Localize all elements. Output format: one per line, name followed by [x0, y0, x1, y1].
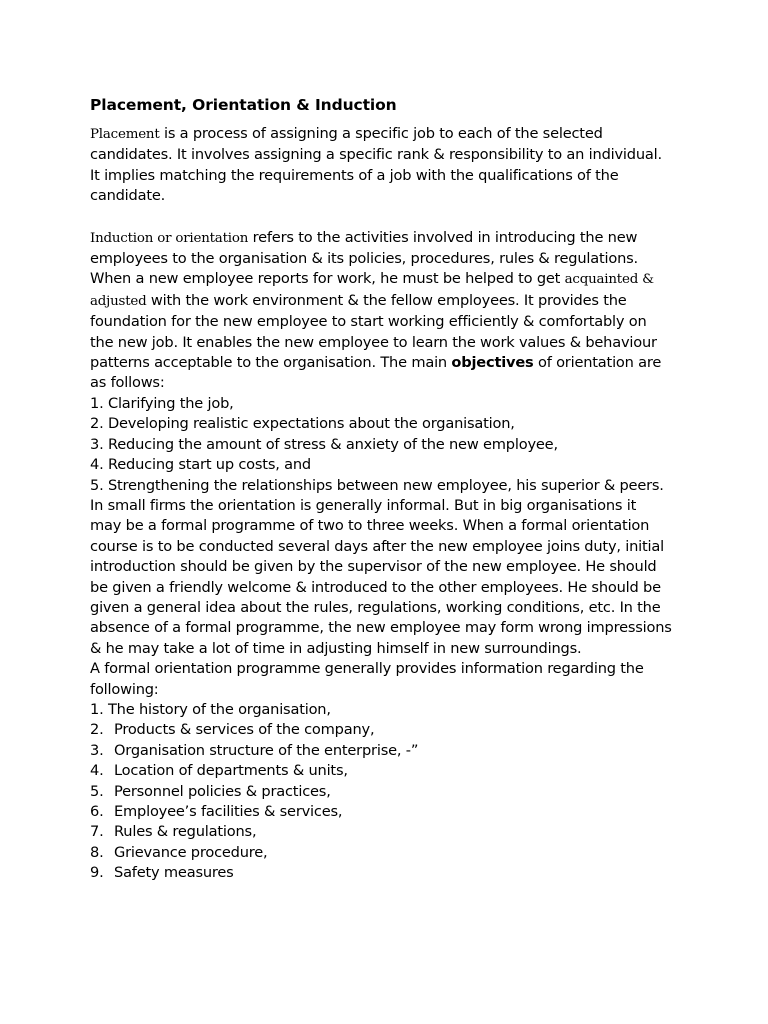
text-segment: is a process of assigning a specific job to each of the selected — [159, 125, 603, 142]
text-line: following: — [90, 680, 159, 698]
list-number: 6. — [90, 803, 104, 820]
text-line: course is to be conducted several days after the new employee joins duty, initial — [90, 537, 664, 555]
list-text: Employee’s facilities & services, — [114, 803, 343, 820]
text-line — [90, 291, 690, 312]
text-line: A formal orientation programme generally provides information regarding the — [90, 660, 644, 678]
text-line: It implies matching the requirements of a job with the qualifications of the — [90, 166, 619, 184]
induction-paragraph — [90, 228, 690, 394]
list-item: 1. Clarifying the job, — [90, 394, 234, 412]
text-line — [90, 353, 690, 373]
list-number: 4. — [90, 762, 104, 780]
list-item — [90, 741, 690, 761]
list-item: 2. Developing realistic expectations about the organisation, — [90, 415, 515, 433]
list-item — [90, 822, 690, 842]
bold-objectives: objectives — [451, 354, 534, 372]
list-item — [90, 843, 690, 863]
list-text: Personnel policies & practices, — [114, 782, 331, 800]
list-text: Products & services of the company, — [114, 721, 375, 739]
term-induction: Induction or orientation — [90, 230, 249, 246]
text-line: absence of a formal programme, the new employee may form wrong impressions — [90, 619, 672, 637]
list-text: Grievance procedure, — [114, 843, 268, 861]
text-line: given a general idea about the rules, regulations, working conditions, etc. In the — [90, 598, 661, 616]
document-page — [90, 94, 690, 884]
text-line: foundation for the new employee to start working efficiently & comfortably on — [90, 313, 647, 331]
text-line — [90, 228, 690, 249]
small-firms-paragraph — [90, 496, 690, 659]
term-adjusted: adjusted — [90, 293, 147, 309]
list-item: 1. The history of the organisation, — [90, 700, 331, 718]
list-item — [90, 863, 690, 883]
text-segment: refers to the activities involved in introducing the new — [248, 228, 638, 246]
list-text: Location of departments & units, — [114, 762, 348, 780]
text-segment: patterns acceptable to the organisation. The main — [90, 354, 452, 372]
text-line: introduction should be given by the supervisor of the new employee. He should — [90, 558, 657, 576]
list-number: 5. — [90, 782, 104, 800]
text-line — [90, 124, 690, 145]
text-line: be given a friendly welcome & introduced to the other employees. He should be — [90, 578, 661, 596]
list-item — [90, 782, 690, 802]
list-number: 3. — [90, 741, 104, 759]
text-segment: of orientation are — [533, 354, 662, 372]
text-line: candidate. — [90, 187, 166, 205]
text-line: In small firms the orientation is generally informal. But in big organisations it — [90, 496, 637, 514]
objectives-list — [90, 394, 690, 496]
list-number: 7. — [90, 823, 104, 841]
list-number: 9. — [90, 864, 104, 882]
list-text: Safety measures — [114, 864, 234, 882]
formal-programme-paragraph — [90, 659, 690, 700]
list-item: 4. Reducing start up costs, and — [90, 456, 311, 474]
list-item: 5. Strengthening the relationships between new employee, his superior & peers. — [90, 476, 664, 494]
text-line: employees to the organisation & its policies, procedures, rules & regulations. — [90, 250, 638, 268]
list-number: 2. — [90, 721, 104, 739]
text-line — [90, 269, 690, 290]
text-segment: with the work environment & the fellow employees. It provides the — [146, 291, 627, 309]
term-placement: Placement — [90, 127, 160, 142]
text-line: & he may take a lot of time in adjusting himself in new surroundings. — [90, 639, 582, 657]
placement-paragraph — [90, 124, 690, 207]
list-item — [90, 720, 690, 740]
text-line: the new job. It enables the new employee to learn the work values & behaviour — [90, 333, 657, 351]
text-line: candidates. It involves assigning a specific rank & responsibility to an individual. — [90, 146, 662, 164]
list-item — [90, 761, 690, 781]
list-text: Rules & regulations, — [114, 823, 257, 841]
text-line: as follows: — [90, 374, 165, 392]
list-item — [90, 802, 690, 822]
text-line: may be a formal programme of two to three weeks. When a formal orientation — [90, 517, 650, 535]
information-list — [90, 700, 690, 884]
document-title: Placement, Orientation & Induction — [90, 96, 397, 114]
term-acquainted: acquainted & — [564, 272, 654, 288]
text-segment: When a new employee reports for work, he must be helped to get — [90, 270, 565, 288]
list-number: 8. — [90, 843, 104, 861]
list-item: 3. Reducing the amount of stress & anxiety of the new employee, — [90, 435, 558, 453]
list-text: Organisation structure of the enterprise, -” — [114, 741, 419, 759]
